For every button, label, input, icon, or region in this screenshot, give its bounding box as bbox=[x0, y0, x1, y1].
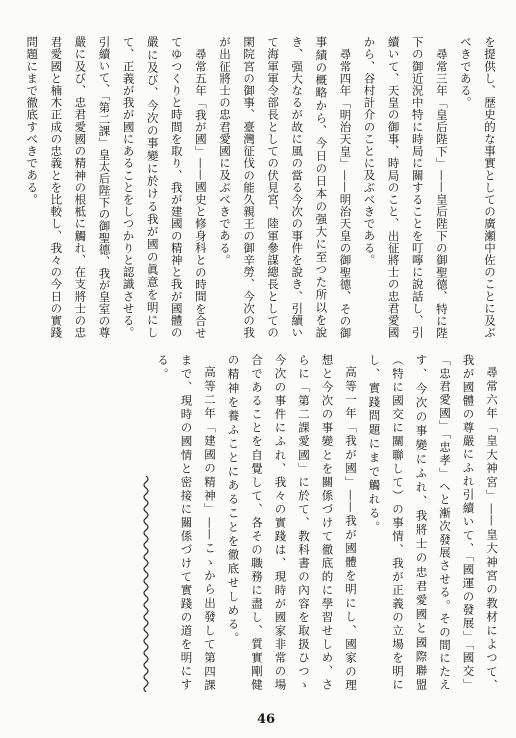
text-line: てゆつくりと時間を取り、我が建國の精神と我が國體の bbox=[169, 36, 184, 338]
text-line: て、正義が我が國にあることをしつかりと認識させる。 bbox=[121, 36, 136, 338]
text-line: 高等二年「建國の精神」——こゝから出發して第四課 bbox=[203, 365, 217, 690]
text-line: 尋常五年「我が國」——國史と修身科との時間を合せ bbox=[193, 47, 208, 338]
text-line: 尋常四年「明治天皇」——明治天皇の御聖德、その御 bbox=[338, 47, 353, 338]
text-line: を提供し、歴史的な事實としての廣瀬中佐のことに及ぶ bbox=[483, 36, 497, 338]
text-line: 想と今次の事變とを關係づけて徹底的に學習せしめ、さ bbox=[320, 354, 335, 690]
text-line: 嚴に及び、忠君愛國の精神の根柢に觸れ、在支將士の忠 bbox=[73, 36, 88, 338]
text-line: 合であることを自覺して、各その職務に盡し、質實剛健 bbox=[250, 354, 264, 690]
page-number: 46 bbox=[256, 712, 276, 727]
text-line: き、强大なるが故に風の當る今次の事件を說き、引續い bbox=[290, 36, 305, 338]
text-line: 引續いて、「第二課」皇太后陛下の御聖德、我が皇室の尊 bbox=[97, 36, 112, 338]
text-line: 君愛國と楠木正成の忠義とを比較し、我々の今日の實踐 bbox=[49, 36, 64, 338]
text-line: 高等一年「我が國」——我が國體を明にし、國家の理 bbox=[344, 365, 358, 690]
upper-tier bbox=[20, 36, 502, 338]
text-line: べきである。 bbox=[458, 36, 473, 109]
text-line: らに「第二課愛國」に於て、教科書の內容を取扱ひつゝ bbox=[297, 354, 311, 690]
text-line: 事績の概略から、今日の日本の强大に至つた所以を說 bbox=[314, 36, 329, 338]
text-line: し、實踐問題にまで觸れる。 bbox=[367, 354, 382, 535]
text-line: 我が國體の尊嚴にふれ引續いて、「國運の發展」「國交」 bbox=[461, 354, 476, 690]
text-line: の精神を養ふことにあることを徹底せしめる。 bbox=[226, 354, 241, 646]
text-line: す、今次の事變にふれ、我將士の忠君愛國と國際聯盟 bbox=[414, 354, 429, 690]
text-line: 尋常六年「皇大神宮」——皇大神宮の教材によつて、 bbox=[485, 365, 499, 690]
section-end-wavy-line bbox=[138, 476, 154, 692]
text-line: が出征將士の忠君愛國に及ぶべきである。 bbox=[217, 36, 232, 266]
text-line: 尋常三年「皇后陛下」——皇后陛下の御聖德、特に陛 bbox=[434, 47, 449, 338]
text-line: 續いて、天皇の御事、時局のこと、出征將士の忠君愛國 bbox=[386, 36, 401, 338]
text-line: 問題にまで徹底すべきである。 bbox=[25, 36, 40, 206]
text-line: 嚴に及び、今次の事變に於ける我が國の眞意を明にし bbox=[145, 36, 160, 338]
text-line: 下の御近況中特に時局に關することを叮嚀に說話し、引 bbox=[410, 36, 425, 338]
text-line: （特に國交に關聯して）の事情、我が正義の立場を明に bbox=[391, 354, 405, 690]
text-line: 閑院宮の御事、臺灣征伐の能久親王の御辛勞、今次の我 bbox=[242, 36, 257, 338]
text-line: て海軍軍令部長としての伏見宮、陸軍參謀總長としての bbox=[266, 36, 281, 338]
text-line: 「忠君愛國」「忠孝」へと漸次發展させる。その間にたえ bbox=[438, 354, 452, 690]
text-line: から、谷村計介のことに及ぶべきである。 bbox=[362, 36, 377, 266]
text-line: 今次の事件にふれ、我々の實踐は、現時が國家非常の場 bbox=[273, 354, 288, 690]
lower-tier bbox=[150, 354, 503, 690]
text-line: る。 bbox=[156, 354, 170, 382]
text-line: まで、現時の國情と密接に關係づけて實踐の道を明にす bbox=[179, 354, 194, 690]
